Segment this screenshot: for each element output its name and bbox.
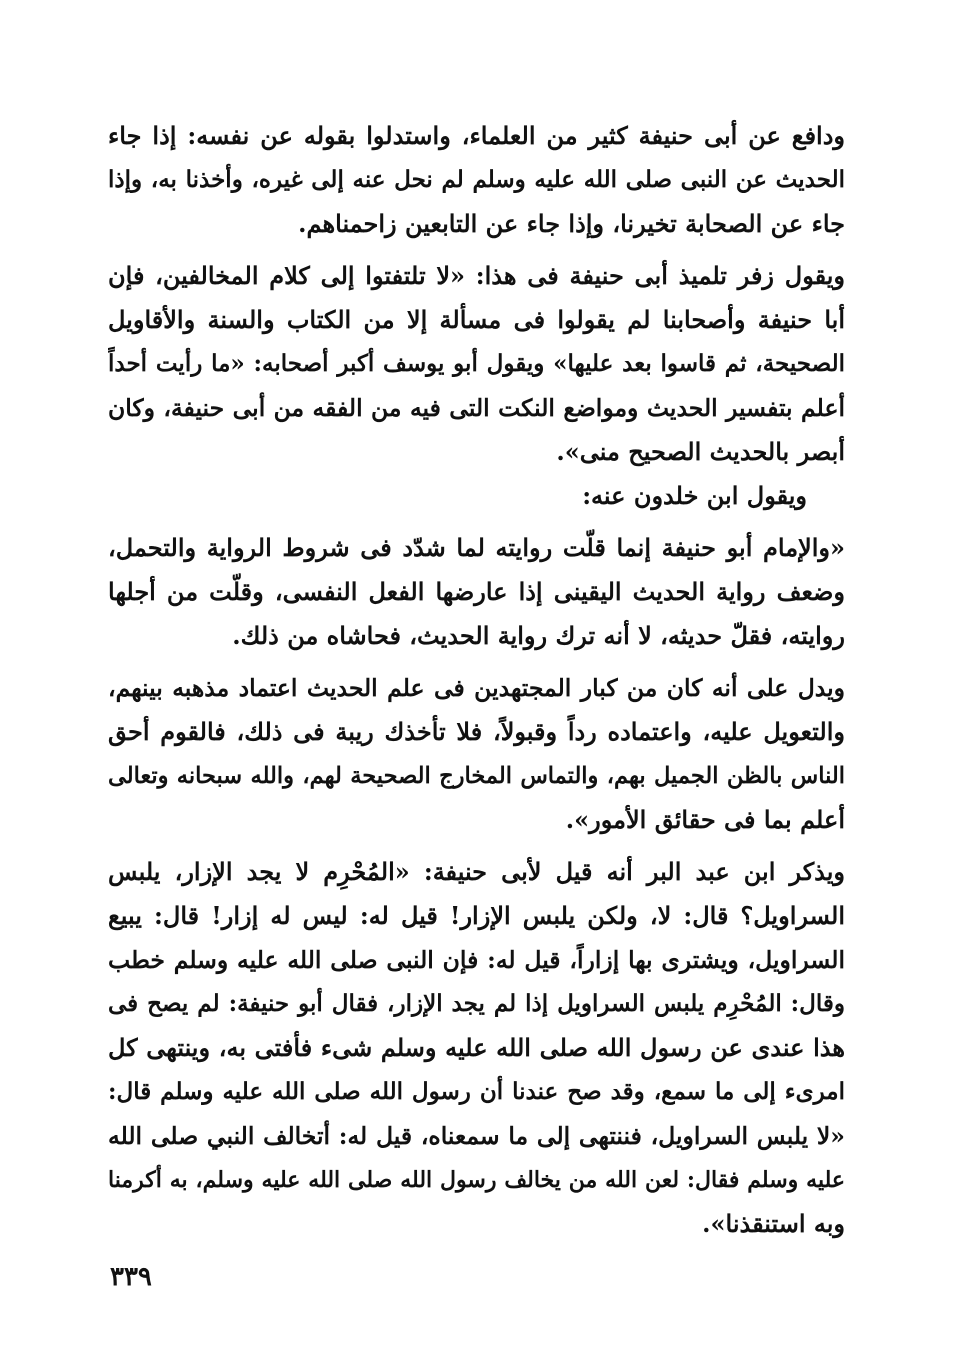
text-line: امرىء إلى ما سمع، وقد صح عندنا أن رسول الله صلى الله عليه وسلم قال: [108, 1078, 845, 1105]
text-line: «لا يلبس السراويل، فننتهى إلى ما سمعناه، قيل له: أتخالف النبي صلى الله [108, 1122, 845, 1150]
text-line: والتعويل عليه، واعتماده رداً وقبولاً، فلا تأخذك ريبة فى ذلك، فالقوم أحق [108, 717, 845, 746]
text-line: وضعف رواية الحديث اليقينى إذا عارضها الفعل النفسى، وقلّت من أجلها [108, 577, 845, 606]
text-line: أعلم بتفسير الحديث ومواضع النكت التى فيه من الفقه من أبى حنيفة، وكان [108, 394, 845, 422]
text-line: وبه استنقذنا». [702, 1209, 845, 1238]
text-line: روايته، فقلّ حديثه، لا أنه ترك رواية الحديث، فحاشاه من ذلك. [232, 621, 845, 650]
text-line: «والإمام أبو حنيفة إنما قلّت روايته لما شدّد فى شروط الرواية والتحمل، [108, 533, 845, 562]
text-line: السراويل؟ قال: لا، ولكن يلبس الإزار! قيل له: ليس له إزار! قال: يبيع [108, 901, 845, 930]
text-line: أبصر بالحديث الصحيح منى». [556, 437, 845, 466]
paragraph [108, 850, 845, 1246]
text-line: ويذكر ابن عبد البر أنه قيل لأبى حنيفة: «المُحْرِم لا يجد الإزار، يلبس [108, 857, 845, 886]
text-line: عليه وسلم فقال: لعن الله من يخالف رسول الله صلى الله عليه وسلم، به أكرمنا [108, 1167, 845, 1193]
text-line: ودافع عن أبى حنيفة كثير من العلماء، واستدلوا بقوله عن نفسه: إذا جاء [108, 121, 845, 150]
text-line: هذا عندى عن رسول الله صلى الله عليه وسلم شىء فأفتى به، وينتهى كل [108, 1033, 845, 1062]
text-line: ويقول ابن خلدون عنه: [582, 481, 807, 510]
paragraph [108, 526, 845, 658]
paragraph [108, 114, 845, 246]
body-text [108, 114, 845, 1246]
text-line: الصحيحة، ثم قاسوا بعد عليها» ويقول أبو يوسف أكبر أصحابه: «ما رأيت أحداً [108, 350, 845, 377]
text-line: جاء عن الصحابة تخيرنا، وإذا جاء عن التابعين زاحمناهم. [298, 209, 845, 238]
text-line: ويدل على أنه كان من كبار المجتهدين فى علم الحديث اعتماد مذهبه بينهم، [108, 674, 845, 702]
text-line: الناس بالظن الجميل بهم، والتماس المخارج الصحيحة لهم، والله سبحانه وتعالى [108, 763, 845, 789]
text-line: أبا حنيفة وأصحابنا لم يقولوا فى مسألة إلا من الكتاب والسنة والأقاويل [108, 305, 845, 334]
text-line: وقال: المُحْرِم يلبس السراويل إذا لم يجد الإزار، فقال أبو حنيفة: لم يصح فى [108, 990, 845, 1017]
page-number: ٣٣٩ [110, 1262, 152, 1292]
text-line: الحديث عن النبى صلى الله عليه وسلم لم نحل عنه إلى غيره، وأخذنا به، وإذا [108, 166, 845, 193]
text-line: السراويل، ويشترى بها إزاراً، قيل له: فإن النبى صلى الله عليه وسلم خطب [108, 946, 845, 974]
text-line: أعلم بما فى حقائق الأمور». [565, 805, 845, 834]
text-line: ويقول زفر تلميذ أبى حنيفة فى هذا: «لا تلتفتوا إلى كلام المخالفين، فإن [108, 261, 845, 290]
paragraph [108, 666, 845, 842]
paragraph [108, 254, 845, 518]
